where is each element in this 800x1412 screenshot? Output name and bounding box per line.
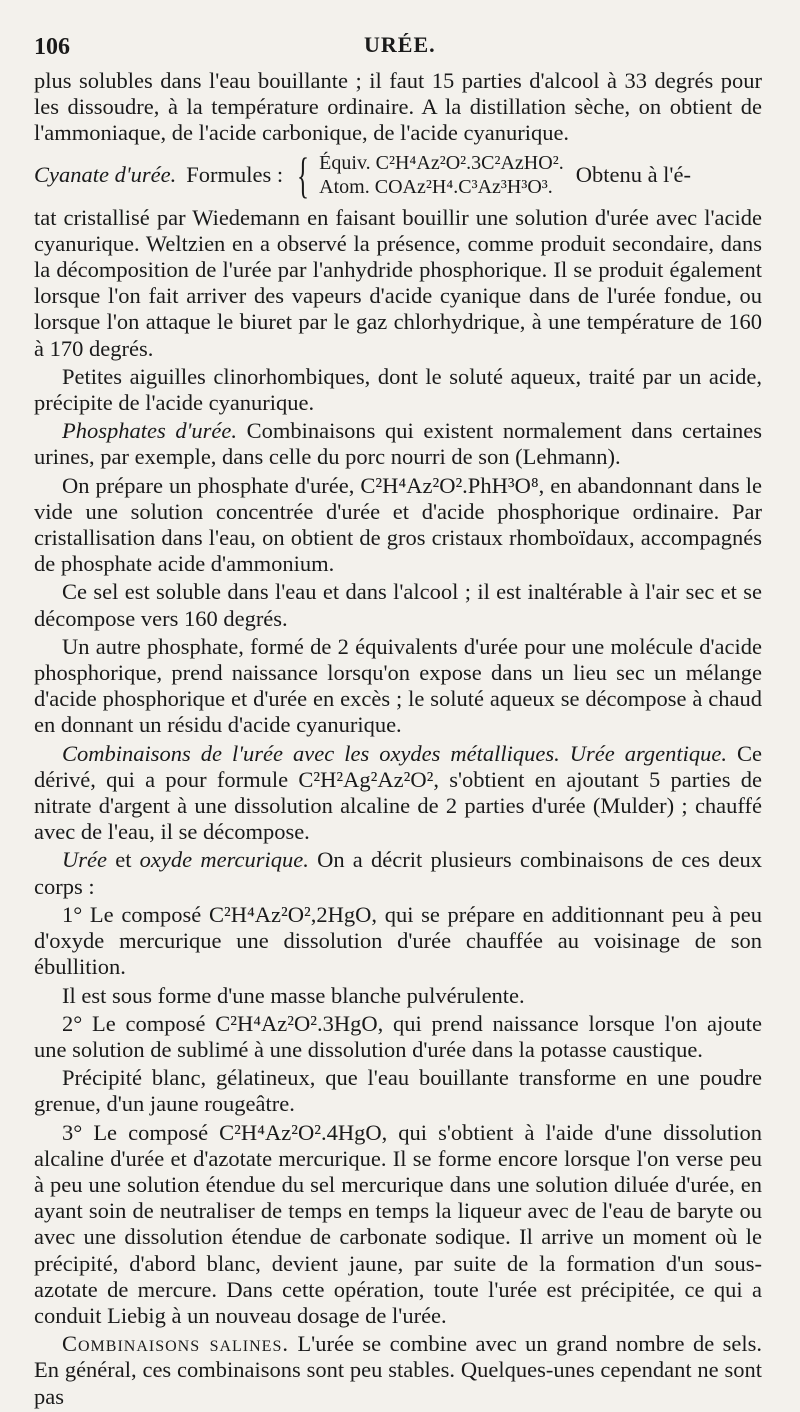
brace-glyph: { — [297, 146, 310, 203]
paragraph-text: Combinaisons qui existent normalement dans certaines urines, par exemple, dans celle du porc nourri de son (Lehmann). — [34, 418, 762, 470]
paragraph: Précipité blanc, gélatineux, que l'eau bouillante transforme en une poudre grenue, d'un jaune rougeâtre. — [34, 1065, 762, 1117]
section-label: oxyde mercurique. — [139, 847, 309, 873]
paragraph: Ce sel est soluble dans l'eau et dans l'alcool ; il est inaltérable à l'air sec et se décompose vers 160 degrés. — [34, 579, 762, 631]
paragraph: Un autre phosphate, formé de 2 équivalents d'urée pour une molécule d'acide phosphorique, prend naissance lorsqu'on expose dans un lieu sec un mélange d'acide phosphorique et d'urée en excès ; le soluté aqueux se décompose à chaud en donnant un résidu d'acide cyanurique. — [34, 633, 762, 738]
formula-lines — [319, 151, 564, 199]
paragraph: Petites aiguilles clinorhombiques, dont le soluté aqueux, traité par un acide, précipite de l'acide cyanurique. — [34, 363, 762, 416]
formules-label: Formules : — [186, 161, 284, 187]
formula-equiv: Équiv. C²H⁴Az²O².3C²AzHO². — [319, 151, 564, 174]
section-label: Phosphates d'urée. — [62, 418, 238, 444]
paragraph: 1° Le composé C²H⁴Az²O²,2HgO, qui se prépare en additionnant peu à peu d'oxyde mercurique une dissolution d'urée chauffée au voisinage de son ébullition. — [34, 901, 762, 980]
formula-tail: Obtenu à l'é- — [575, 161, 691, 187]
paragraph: 2° Le composé C²H⁴Az²O².3HgO, qui prend naissance lorsque l'on ajoute une solution de sublimé à une dissolution d'urée dans la potasse caustique. — [34, 1010, 762, 1062]
body-text — [34, 68, 762, 1412]
connector-word: et — [115, 847, 132, 873]
section-label: Combinaisons salines. — [62, 1331, 289, 1357]
paragraph — [34, 418, 762, 470]
cyanate-formula-block — [34, 146, 762, 203]
running-header — [34, 28, 770, 68]
running-title: URÉE. — [364, 32, 436, 57]
paragraph: Il est sous forme d'une masse blanche pulvérulente. — [62, 982, 525, 1008]
paragraph — [34, 741, 762, 846]
section-label: Urée argentique. — [569, 740, 728, 766]
paragraph: On prépare un phosphate d'urée, C²H⁴Az²O².PhH³O⁸, en abandonnant dans le vide une solution concentrée d'urée et d'acide phosphorique ordinaire. Par cristallisation dans l'eau, on obtient de gros cristaux rhomboïdaux, accompagnés de phosphate acide d'ammonium. — [34, 472, 762, 577]
section-label: Cyanate d'urée. — [34, 161, 177, 187]
paragraph: plus solubles dans l'eau bouillante ; il faut 15 parties d'alcool à 33 degrés pour les dissoudre, à la température ordinaire. A la distillation sèche, on obtient de l'ammoniaque, de l'acide carbonique, de l'acide cyanurique. — [34, 68, 762, 146]
paragraph-text: On a décrit plusieurs combinaisons de ces deux corps : — [34, 847, 763, 899]
section-label: Urée — [62, 847, 107, 873]
paragraph-text: L'urée se combine avec un grand nombre de sels. En général, ces combinaisons sont peu stables. Quelques-unes cependant ne sont pas — [34, 1331, 763, 1409]
paragraph — [34, 847, 762, 899]
paragraph: tat cristallisé par Wiedemann en faisant bouillir une solution d'urée avec l'acide cyanurique. Weltzien en a observé la présence, comme produit secondaire, dans la décomposition de l'urée par l'anhydride phosphorique. Il se produit également lorsque l'on fait arriver des vapeurs d'acide cyanique dans de l'urée fondue, ou lorsque l'on attaque le biuret par le gaz chlorhydrique, à une température de 160 à 170 degrés. — [34, 204, 762, 361]
page-number: 106 — [34, 34, 70, 60]
formula-atom: Atom. COAz²H⁴.C³Az³H³O³. — [319, 175, 553, 198]
section-label: Combinaisons de l'urée avec les oxydes métalliques. — [62, 740, 560, 766]
paragraph: 3° Le composé C²H⁴Az²O².4HgO, qui s'obtient à l'aide d'une dissolution alcaline d'urée et d'azotate mercurique. Il se forme encore lorsque l'on verse peu à peu une solution étendue du sel mercurique dans une solution diluée d'urée, en ayant soin de neutraliser de temps en temps la liqueur avec de l'eau de baryte ou avec une dissolution étendue de carbonate sodique. Il arrive un moment où le précipité, d'abord blanc, devient jaune, par suite de la formation d'un sous-azotate de mercure. Dans cette opération, toute l'urée est précipitée, ce qui a conduit Liebig à un nouveau dosage de l'urée. — [34, 1119, 762, 1328]
paragraph — [34, 1331, 762, 1410]
paragraph-text: Ce dérivé, qui a pour formule C²H²Ag²Az²O², s'obtient en ajoutant 5 parties de nitrate d'argent à une dissolution alcaline de 2 parties d'urée (Mulder) ; chauffé avec de l'eau, il se décompose. — [34, 740, 763, 845]
